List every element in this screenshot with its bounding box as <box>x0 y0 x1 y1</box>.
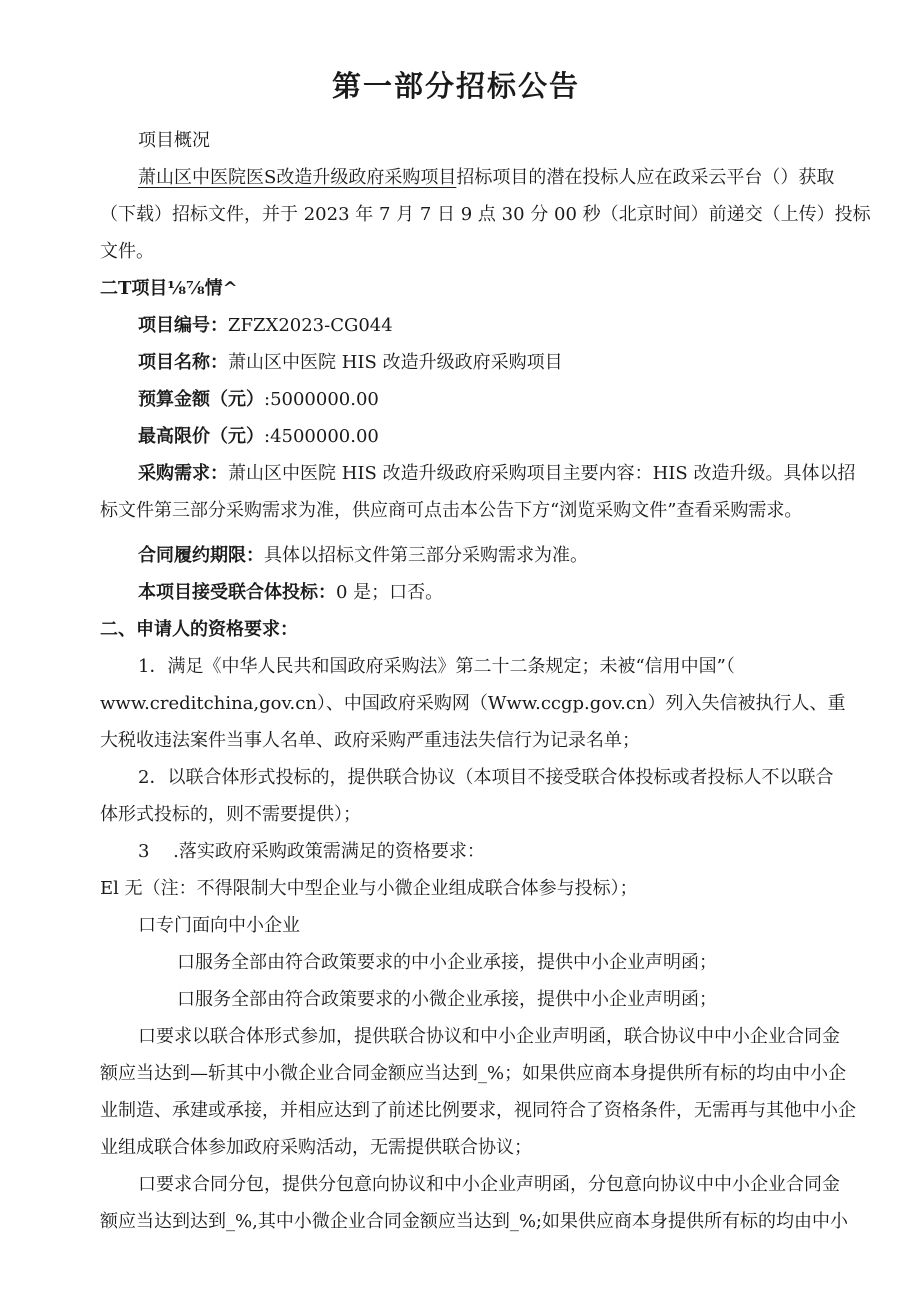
section-qualification-heading: 二、申请人的资格要求： <box>100 619 298 640</box>
sme-only-option: 口专门面向中小企业 <box>138 915 300 936</box>
budget-value: :5000000.00 <box>264 389 379 410</box>
qualification-1-line-2: www.creditchina,gov.cn）、中国政府采购网（Www.ccgp.gov.cn）列入失信被执行人、重 <box>100 693 846 714</box>
overview-label: 项目概况 <box>138 130 210 151</box>
project-name-value: 萧山区中医院 HIS 改造升级政府采购项目 <box>228 352 563 373</box>
project-number-value: ZFZX2023-CG044 <box>228 315 393 336</box>
sme-service-mid-option: 口服务全部由符合政策要求的中小企业承接，提供中小企业声明函； <box>177 952 717 973</box>
consortium-requirement-line-4: 业组成联合体参加政府采购活动，无需提供联合协议； <box>100 1137 532 1158</box>
project-number-label: 项目编号： <box>138 315 228 336</box>
qualification-1-line-3: 大税收违法案件当事人名单、政府采购严重违法失信行为记录名单； <box>100 730 640 751</box>
intro-line-2: （下载）招标文件，并于 2023 年 7 月 7 日 9 点 30 分 00 秒（北京时间）前递交（上传）投标 <box>100 204 871 225</box>
consortium-requirement-line-2: 额应当达到—斩其中小微企业合同金额应当达到_%；如果供应商本身提供所有标的均由中小企 <box>100 1063 847 1084</box>
contract-term-row <box>100 537 812 574</box>
qualification-2-line-1: 2．以联合体形式投标的，提供联合协议（本项目不接受联合体投标或者投标人不以联合 <box>138 767 834 788</box>
consortium-row <box>100 574 812 611</box>
procurement-line-1 <box>100 455 856 492</box>
budget-label: 预算金额（元） <box>138 389 264 410</box>
max-price-label: 最高限价（元） <box>138 426 264 447</box>
intro-line-1-rest: 招标项目的潜在投标人应在政采云平台（）获取 <box>456 167 835 188</box>
subcontract-requirement-line-1: 口要求合同分包，提供分包意向协议和中小企业声明函，分包意向协议中中小企业合同金 <box>138 1174 840 1195</box>
section-project-heading: 二T项目⅛⅞情^ <box>100 278 238 299</box>
subcontract-requirement-line-2: 额应当达到达到_%,其中小微企业合同金额应当达到_%;如果供应商本身提供所有标的均由中小 <box>100 1211 848 1232</box>
intro-line-3: 文件。 <box>100 241 154 262</box>
contract-term-value: 具体以招标文件第三部分采购需求为准。 <box>264 545 588 566</box>
doc-title: 第一部分招标公告 <box>331 69 580 103</box>
budget-row <box>100 381 812 418</box>
consortium-value: 0 是；口否。 <box>336 582 444 603</box>
intro-line-1 <box>100 159 835 196</box>
project-name-label: 项目名称： <box>138 352 228 373</box>
procurement-line-1-text: 萧山区中医院 HIS 改造升级政府采购项目主要内容：HIS 改造升级。具体以招 <box>228 463 856 484</box>
qualification-1-line-1: 1．满足《中华人民共和国政府采购法》第二十二条规定；未被“信用中国”（ <box>138 656 735 677</box>
qualification-3-heading: 3 .落实政府采购政策需满足的资格要求： <box>138 841 485 862</box>
project-number-row <box>100 307 812 344</box>
contract-term-label: 合同履约期限： <box>138 545 264 566</box>
intro-underlined-project-name: 萧山区中医院医S改造升级政府采购项目 <box>138 167 457 188</box>
max-price-value: :4500000.00 <box>264 426 379 447</box>
max-price-row <box>100 418 812 455</box>
qualification-3-none-option: El 无（注：不得限制大中型企业与小微企业组成联合体参与投标）； <box>100 878 638 899</box>
procurement-line-2: 标文件第三部分采购需求为准，供应商可点击本公告下方“浏览采购文件”查看采购需求。 <box>100 500 803 521</box>
sme-service-small-option: 口服务全部由符合政策要求的小微企业承接，提供中小企业声明函； <box>177 989 717 1010</box>
consortium-requirement-line-3: 业制造、承建或承接，并相应达到了前述比例要求，视同符合了资格条件，无需再与其他中小企 <box>100 1100 856 1121</box>
consortium-requirement-line-1: 口要求以联合体形式参加，提供联合协议和中小企业声明函，联合协议中中小企业合同金 <box>138 1026 840 1047</box>
project-name-row <box>100 344 812 381</box>
procurement-label: 采购需求： <box>138 463 228 484</box>
qualification-2-line-2: 体形式投标的，则不需要提供）； <box>100 804 361 825</box>
document-content <box>100 0 871 1240</box>
consortium-label: 本项目接受联合体投标： <box>138 582 336 603</box>
